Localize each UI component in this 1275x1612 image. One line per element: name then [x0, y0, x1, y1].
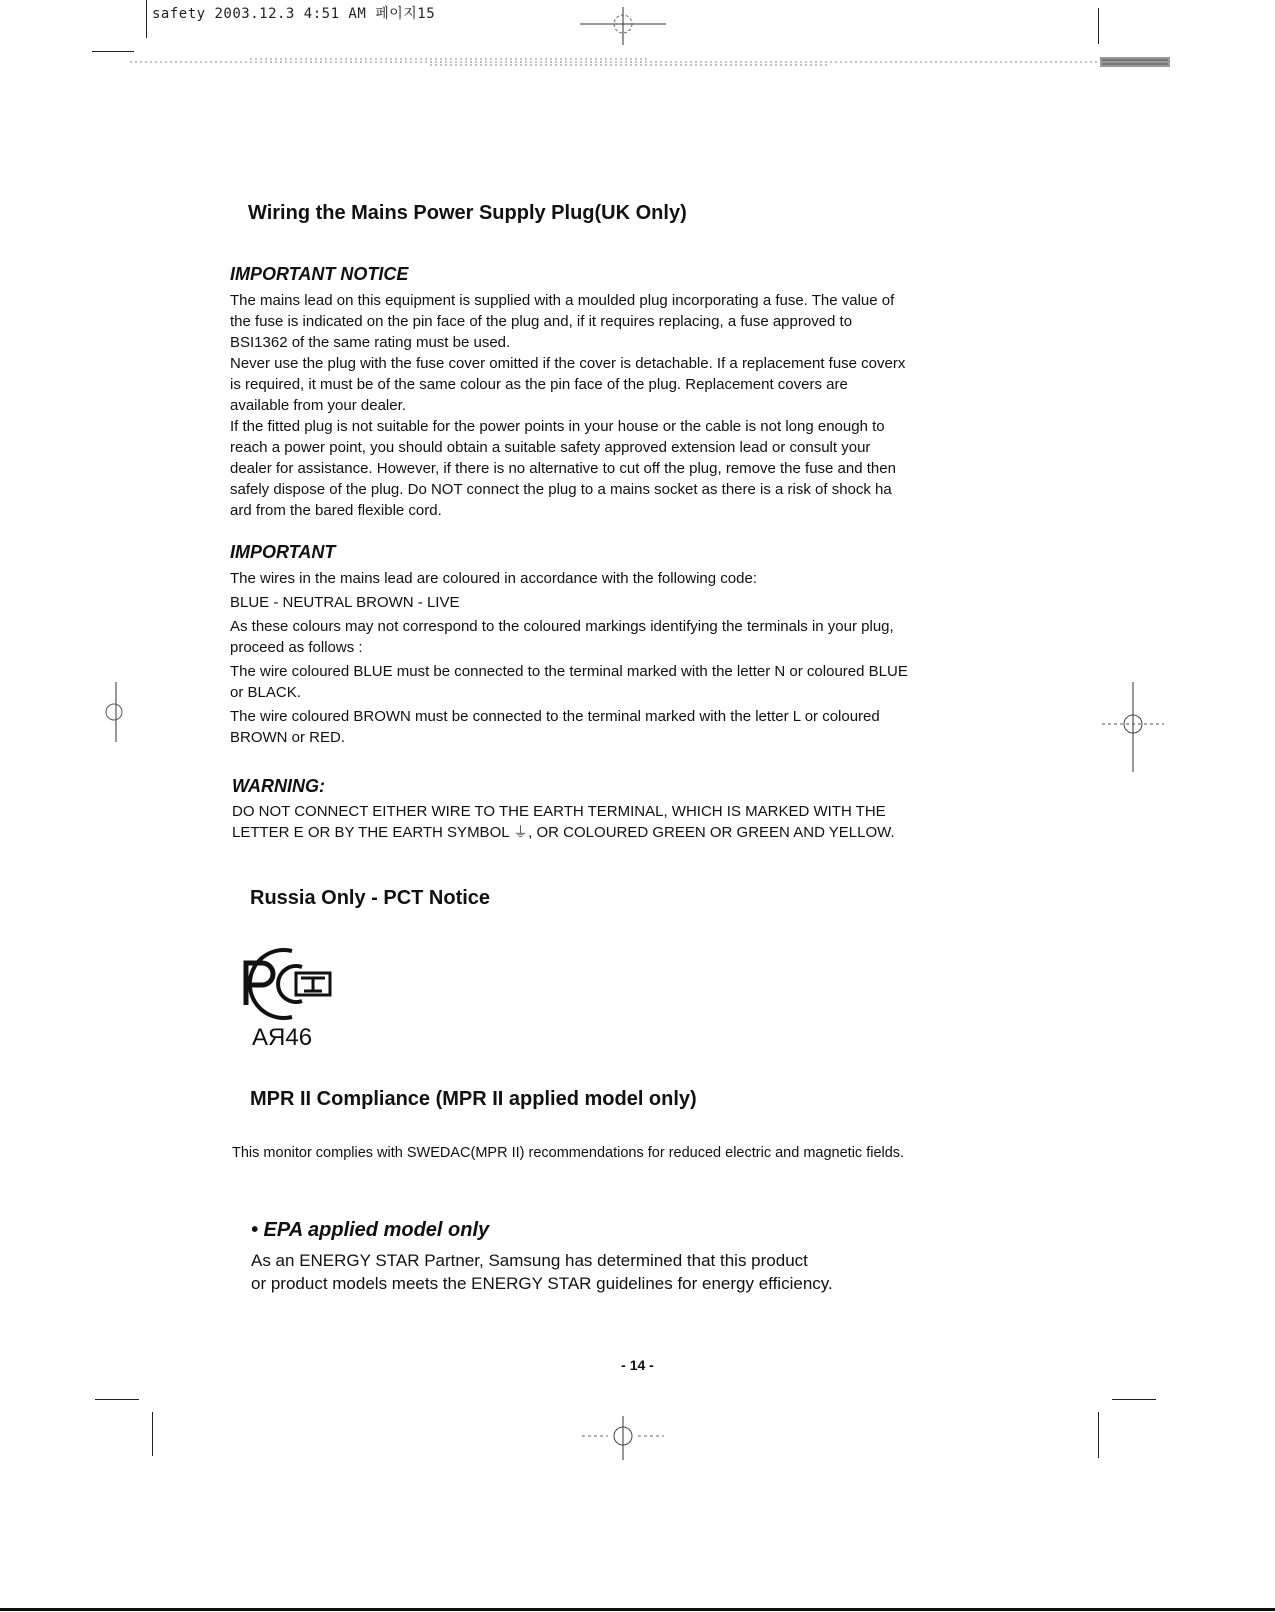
crop-mark-bottom-left-v [152, 1412, 153, 1456]
epa-title: • EPA applied model only [251, 1219, 490, 1241]
pct-logo-code: AЯ46 [252, 1024, 313, 1051]
crop-mark-top-right [1098, 8, 1099, 44]
page-number: - 14 - [621, 1357, 654, 1373]
russia-title: Russia Only - PCT Notice [250, 887, 491, 909]
pct-logo-icon [232, 943, 342, 1025]
warning-heading: WARNING: [232, 776, 325, 796]
header-meta: safety 2003.12.3 4:51 AM 페이지15 [152, 6, 436, 22]
epa-text: As an ENERGY STAR Partner, Samsung has determined that this product or product models meets the ENERGY STAR guidelines for energy efficiency. [251, 1251, 833, 1293]
registration-mark-top-icon [578, 5, 668, 47]
important-line-2: BLUE - NEUTRAL BROWN - LIVE [230, 594, 460, 611]
important-line-4: The wire coloured BLUE must be connected to the terminal marked with the letter N or coloured BLUE or BLACK. [230, 663, 908, 701]
warning-text: DO NOT CONNECT EITHER WIRE TO THE EARTH TERMINAL, WHICH IS MARKED WITH THE LETTER E OR BY THE EARTH SYMBOL ⏚, OR COLOURED GREEN OR GREEN AND YELLOW. [232, 803, 895, 841]
top-rule [92, 51, 134, 52]
mpr-text: This monitor complies with SWEDAC(MPR II) recommendations for reduced electric and magnetic fields. [232, 1145, 905, 1161]
important-notice-heading: IMPORTANT NOTICE [230, 264, 409, 284]
crop-mark-bottom-right-v [1098, 1412, 1099, 1458]
wiring-title: Wiring the Mains Power Supply Plug(UK Only) [248, 202, 687, 224]
important-line-5: The wire coloured BROWN must be connected to the terminal marked with the letter L or coloured BROWN or RED. [230, 708, 880, 746]
registration-mark-bottom-icon [578, 1414, 668, 1462]
registration-mark-right-icon [1100, 682, 1166, 772]
registration-mark-left-icon [98, 682, 126, 742]
crop-mark-top-left [146, 0, 147, 38]
mpr-title: MPR II Compliance (MPR II applied model only) [250, 1088, 697, 1110]
important-line-1: The wires in the mains lead are coloured in accordance with the following code: [230, 570, 757, 587]
scan-noise-strip [130, 56, 1190, 68]
important-heading: IMPORTANT [230, 542, 336, 562]
bottom-border [0, 1608, 1275, 1611]
important-notice-text: The mains lead on this equipment is supplied with a moulded plug incorporating a fuse. The value of the fuse is indicated on the pin face of the plug and, if it requires replacing, a fuse approved to BSI1362 of the same rating must be used. Never use the plug with the fuse cover omitted if the cover is detachable. If a replacement fuse coverx is required, it must be of the same colour as the pin face of the plug. Replacement covers are available from your dealer. If the fitted plug is not suitable for the power points in your house or the cable is not long enough to reach a power point, you should obtain a suitable safety approved extension lead or consult your dealer for assistance. However, if there is no alternative to cut off the plug, remove the fuse and then safely dispose of the plug. Do NOT connect the plug to a mains socket as there is a risk of shock ha ard from the bared flexible cord. [230, 292, 906, 519]
crop-mark-bottom-left-h [95, 1399, 139, 1400]
crop-mark-bottom-right-h [1112, 1399, 1156, 1400]
important-line-3: As these colours may not correspond to the coloured markings identifying the terminals in your plug, proceed as follows : [230, 618, 894, 656]
